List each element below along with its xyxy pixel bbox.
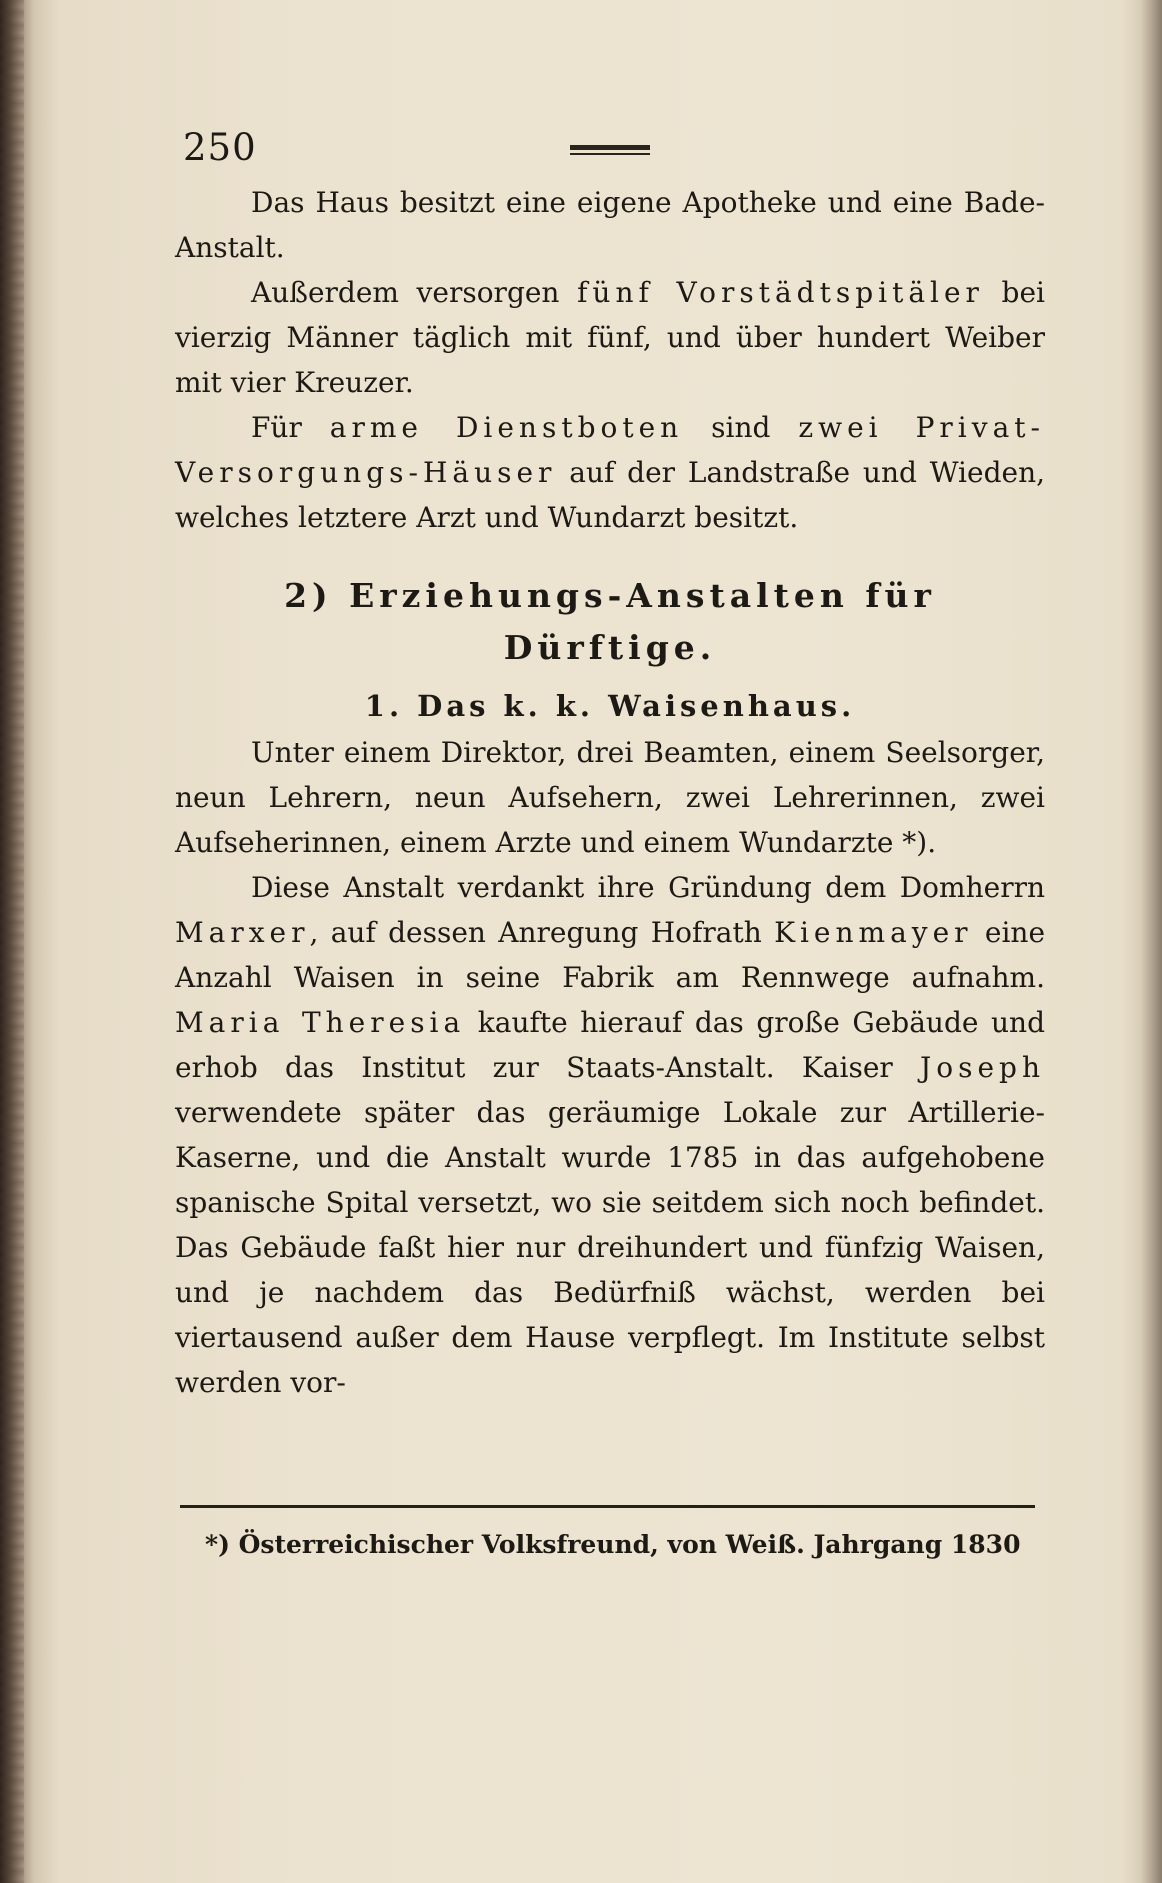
text-run: Diese Anstalt verdankt ihre Gründung dem Domherrn xyxy=(251,871,1045,904)
paragraph xyxy=(175,865,1045,1405)
text-run: kaufte hierauf das große Gebäude und erhob das Institut zur Staats-Anstalt. Kaiser xyxy=(175,1006,1045,1084)
footnote: *) Österreichischer Volksfreund, von Weiß. Jahrgang 1830 xyxy=(205,1530,1021,1559)
text-run: bei vierzig Männer täglich mit fünf, und über hundert Weiber mit vier Kreuzer. xyxy=(175,276,1045,399)
paragraph xyxy=(175,270,1045,405)
emphasized-text: Kienmayer xyxy=(774,916,973,949)
emphasized-text: zwei Privat-Versorgungs-Häuser xyxy=(175,411,1045,489)
text-run: sind xyxy=(683,411,799,444)
text-run: Das Haus besitzt eine eigene Apotheke und eine Bade-Anstalt. xyxy=(175,186,1045,264)
text-run: verwendete später das geräumige Lokale zur Artillerie-Kaserne, und die Anstalt wurde 1785 in das aufgehobene spanische Spital versetzt, wo sie seitdem sich noch befindet. Das Gebäude faßt hier nur dreihundert und fünfzig Waisen, und je nachdem das Bedürfniß wächst, werden bei viertausend außer dem Hause verpflegt. Im Institute selbst werden vor- xyxy=(175,1096,1045,1399)
body-paragraphs xyxy=(175,730,1045,1405)
subsection-heading: 1. Das k. k. Waisenhaus. xyxy=(364,689,856,723)
section-heading: 2) Erziehungs-Anstalten für Dürftige. xyxy=(284,576,936,667)
page-number: 250 xyxy=(183,126,257,169)
text-run: Unter einem Direktor, drei Beamten, einem Seelsorger, neun Lehrern, neun Aufsehern, zwei Lehrerinnen, zwei Aufseherinnen, einem Arzte und einem Wundarzte *). xyxy=(175,736,1045,859)
emphasized-text: fünf Vorstädtspitäler xyxy=(577,276,984,309)
text-run: , auf dessen Anregung Hofrath xyxy=(309,916,775,949)
emphasized-text: Joseph xyxy=(920,1051,1045,1084)
paragraph xyxy=(175,730,1045,865)
page-header xyxy=(175,120,1045,180)
header-rule xyxy=(570,145,650,157)
text-run: Für xyxy=(251,411,330,444)
intro-paragraphs xyxy=(175,180,1045,540)
text-run: auf der Landstraße und Wieden, welches letztere Arzt und Wundarzt besitzt. xyxy=(175,456,1045,534)
emphasized-text: Maria Theresia xyxy=(175,1006,466,1039)
text-run: eine Anzahl Waisen in seine Fabrik am Rennwege aufnahm. xyxy=(175,916,1046,994)
footnote-rule xyxy=(180,1505,1035,1508)
text-run: Außerdem versorgen xyxy=(251,276,578,309)
emphasized-text: arme Dienstboten xyxy=(329,411,684,444)
book-page xyxy=(175,120,1046,1559)
emphasized-text: Marxer xyxy=(175,916,310,949)
paragraph xyxy=(175,180,1045,270)
paragraph xyxy=(175,405,1045,540)
